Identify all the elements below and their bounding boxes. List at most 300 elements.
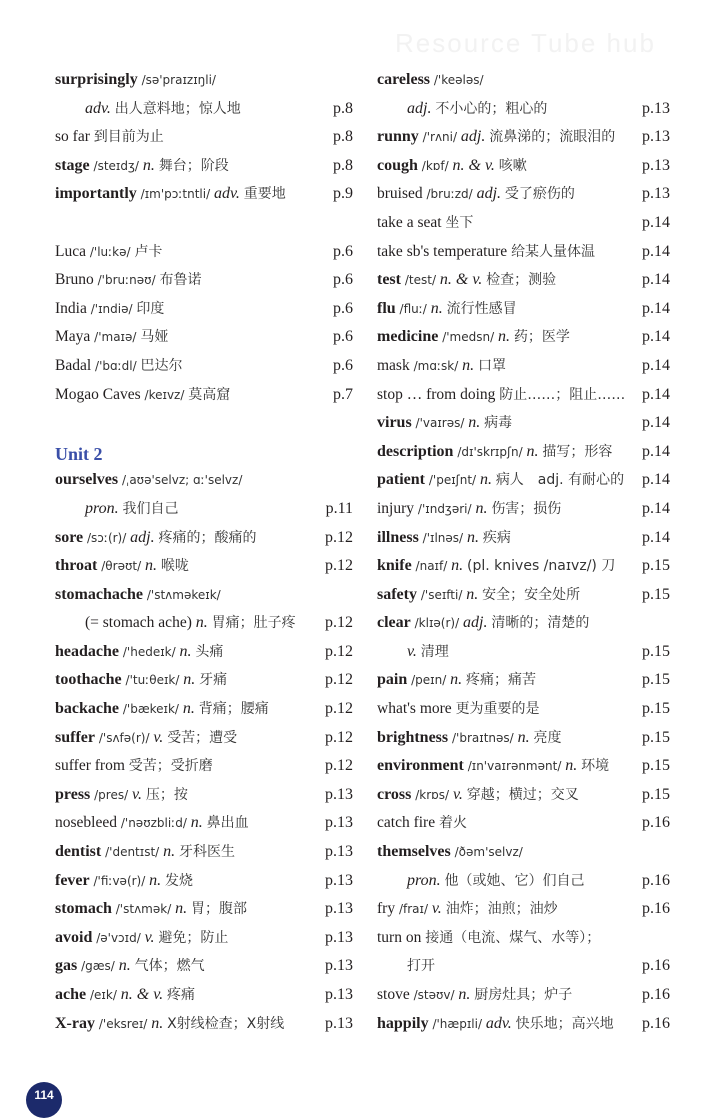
page-reference: p.15 [642, 671, 670, 689]
part-of-speech: n. [498, 328, 511, 346]
part-of-speech: v. [132, 785, 142, 803]
part-of-speech: n. [466, 528, 479, 546]
entry-text [377, 809, 467, 838]
vocab-entry [377, 867, 670, 896]
chinese-definition: 打开 [407, 958, 435, 975]
part-of-speech: n. [450, 671, 463, 689]
phonetic: /'bruːnəʊ/ [97, 273, 156, 288]
page-reference: p.16 [642, 900, 670, 918]
page-reference: p.13 [325, 986, 353, 1003]
page-reference: p.13 [325, 843, 353, 861]
phonetic: /'medsn/ [442, 330, 495, 345]
chinese-definition: 伤害；损伤 [491, 500, 562, 517]
chinese-definition: 舞台；阶段 [158, 157, 229, 174]
vocab-entry [55, 609, 353, 638]
chinese-definition: 我们自己 [122, 500, 179, 517]
phonetic: /'bɑːdl/ [95, 358, 137, 373]
phonetic: /klɪə(r)/ [414, 616, 460, 631]
vocab-entry [377, 152, 670, 181]
chinese-definition: 坐下 [445, 214, 474, 231]
headword: happily [377, 1014, 429, 1032]
page-reference: p.8 [333, 99, 353, 117]
phonetic: /ðəm'selvz/ [454, 845, 523, 860]
part-of-speech: adj. [476, 185, 502, 203]
entry-text [377, 495, 561, 524]
vocab-entry [377, 438, 670, 467]
left-column [55, 66, 353, 1038]
phonetic: /kɒf/ [421, 158, 449, 173]
entry-text [377, 295, 517, 324]
page-reference: p.13 [642, 185, 670, 203]
chinese-definition: 避免；防止 [158, 929, 229, 946]
headword: headache [55, 642, 119, 660]
entry-text [55, 1010, 284, 1039]
entry-text [377, 981, 572, 1010]
entry-text [377, 952, 435, 981]
vocab-entry [377, 638, 670, 667]
phonetic: /dɪ'skrɪpʃn/ [457, 444, 523, 459]
headword: knife [377, 557, 412, 575]
chinese-definition: 受苦；遭受 [167, 729, 238, 746]
entry-text [55, 295, 164, 324]
chinese-definition: 不小心的；粗心的 [435, 100, 548, 117]
entry-text [377, 209, 473, 238]
entry-text [377, 724, 561, 753]
headword: medicine [377, 328, 439, 346]
page-reference: p.14 [642, 414, 670, 432]
headword: surprisingly [55, 71, 138, 88]
vocab-entry [377, 895, 670, 924]
page-reference: p.8 [333, 128, 353, 146]
chinese-definition: 马娅 [140, 329, 169, 346]
vocab-entry [55, 752, 353, 781]
vocab-entry [377, 581, 670, 610]
phonetic: /'hedeɪk/ [122, 644, 176, 659]
headword: Bruno [55, 271, 94, 289]
phonetic: /test/ [404, 273, 436, 288]
chinese-definition: 莫高窟 [188, 386, 231, 403]
page-reference: p.9 [333, 185, 353, 203]
part-of-speech: v. [407, 642, 417, 660]
chinese-definition: 药；医学 [513, 329, 570, 346]
vocab-entry [55, 724, 353, 753]
chinese-definition: 巴达尔 [140, 357, 183, 374]
vocab-entry [377, 752, 670, 781]
phonetic: /pres/ [94, 787, 129, 802]
phonetic: /'fiːvə(r)/ [93, 873, 146, 888]
part-of-speech: n. [190, 814, 203, 832]
vocab-entry [55, 323, 353, 352]
vocab-entry [55, 638, 353, 667]
page-reference: p.7 [333, 385, 353, 403]
entry-text [55, 724, 237, 753]
page-reference: p.13 [325, 900, 353, 918]
page-reference: p.6 [333, 328, 353, 346]
headword: so far [55, 128, 90, 146]
phonetic: /'keələs/ [433, 73, 484, 87]
page-reference: p.13 [325, 928, 353, 946]
part-of-speech: n. [145, 557, 157, 575]
entry-text [55, 895, 247, 924]
chinese-definition: 环境 [581, 758, 610, 775]
chinese-definition: 他（或她、它）们自己 [444, 872, 585, 889]
entry-text [377, 238, 595, 267]
chinese-definition: 鼻出血 [206, 815, 249, 832]
headword: pain [377, 671, 408, 689]
headword: sore [55, 528, 84, 546]
headword: patient [377, 471, 425, 489]
phonetic: /ˌaʊə'selvz; ɑː'selvz/ [121, 473, 243, 488]
entry-text [377, 695, 540, 724]
right-column [377, 66, 670, 1038]
vocab-entry [55, 867, 353, 896]
page-reference: p.12 [325, 728, 353, 746]
headword: Maya [55, 328, 91, 346]
vocab-entry [377, 981, 670, 1010]
page-reference: p.14 [642, 328, 670, 346]
chinese-definition: 喉咙 [160, 558, 189, 575]
vocab-entry [377, 209, 670, 238]
page-reference: p.13 [642, 128, 670, 146]
entry-text [55, 524, 257, 553]
phonetic: /steɪdʒ/ [93, 158, 139, 173]
page-reference: p.11 [325, 499, 353, 517]
vocab-entry [55, 952, 353, 981]
entry-text [55, 238, 162, 267]
vocab-entry [55, 123, 353, 152]
vocab-entry [55, 809, 353, 838]
entry-text [377, 352, 506, 381]
headword: cross [377, 785, 412, 803]
part-of-speech: n. & v. [120, 986, 164, 1003]
headword: turn on [377, 928, 422, 946]
part-of-speech: adv. [214, 185, 240, 203]
chinese-definition: 头痛 [195, 643, 224, 660]
headword: X-ray [55, 1014, 95, 1032]
vocab-entry [55, 295, 353, 324]
headword: description [377, 442, 454, 460]
headword: suffer from [55, 757, 125, 775]
chinese-definition: 受了瘀伤的 [504, 186, 575, 203]
page-reference: p.6 [333, 271, 353, 289]
vocab-entry [55, 152, 353, 181]
chinese-definition: 发烧 [165, 872, 194, 889]
chinese-definition: 病人 adj. 有耐心的 [495, 472, 625, 489]
entry-text [55, 981, 195, 1010]
part-of-speech: pron. [407, 871, 441, 889]
part-of-speech: n. & v. [439, 271, 483, 289]
page-reference: p.15 [642, 585, 670, 603]
vocab-entry [377, 838, 670, 867]
page-reference: p.16 [642, 814, 670, 832]
page-reference: p.12 [325, 614, 353, 632]
chinese-definition: 到目前为止 [93, 129, 164, 146]
headword: dentist [55, 843, 102, 861]
page-reference: p.12 [325, 642, 353, 660]
entry-text [55, 352, 183, 381]
headword: ache [55, 986, 87, 1003]
chinese-definition: 油炸；油煎；油炒 [445, 901, 558, 918]
chinese-definition: 疼痛 [166, 987, 195, 1003]
chinese-definition: 压；按 [145, 786, 188, 803]
entry-text [55, 581, 221, 610]
phonetic: /ə'vɔɪd/ [96, 930, 141, 945]
page-reference: p.12 [325, 700, 353, 718]
headword: cough [377, 156, 418, 174]
headword: take sb's temperature [377, 242, 508, 260]
headword: stomach [55, 900, 112, 918]
part-of-speech: n. [118, 957, 131, 975]
chinese-definition: 病毒 [484, 415, 513, 432]
entry-text [377, 552, 615, 581]
chinese-definition: 咳嗽 [498, 157, 527, 174]
part-of-speech: v. [431, 900, 442, 918]
entry-text [55, 381, 230, 410]
headword: press [55, 785, 91, 803]
chinese-definition: 快乐地；高兴地 [515, 1015, 614, 1032]
page-reference: p.13 [325, 1014, 353, 1032]
page-reference: p.6 [333, 356, 353, 374]
chinese-definition: 出人意料地；惊人地 [114, 100, 241, 117]
entry-text [55, 809, 249, 838]
headword: suffer [55, 728, 95, 746]
part-of-speech: n. [175, 900, 188, 918]
headword: careless [377, 71, 431, 88]
vocab-entry [55, 781, 353, 810]
phonetic: /naɪf/ [415, 559, 448, 574]
entry-text [377, 609, 589, 638]
vocab-entry [377, 352, 670, 381]
entry-text [55, 123, 164, 152]
part-of-speech: n. [466, 585, 479, 603]
part-of-speech: n. [182, 700, 195, 718]
part-of-speech: v. [144, 928, 155, 946]
headword: toothache [55, 671, 122, 689]
vocab-entry [377, 238, 670, 267]
page-reference: p.14 [642, 442, 670, 460]
page-reference: p.14 [642, 528, 670, 546]
entry-text [377, 266, 556, 295]
phonetic: /'stʌmək/ [115, 902, 172, 917]
headword: bruised [377, 185, 423, 203]
chinese-definition: 卢卡 [134, 243, 163, 260]
entry-text [55, 609, 296, 638]
vocab-entry [377, 924, 670, 953]
vocab-entry [377, 95, 670, 124]
part-of-speech: n. [462, 356, 475, 374]
headword: stage [55, 156, 90, 174]
phonetic: /sə'praɪzɪŋli/ [141, 73, 216, 87]
phonetic: /ɪn'vaɪrənmənt/ [467, 759, 562, 774]
headword: India [55, 299, 87, 317]
entry-text [377, 895, 558, 924]
chinese-definition: 清理 [420, 643, 449, 660]
part-of-speech: n. [179, 642, 192, 660]
headword: stomachache [55, 585, 143, 603]
entry-text [55, 466, 242, 495]
spacer [55, 209, 353, 238]
part-of-speech: n. [475, 499, 488, 517]
entry-text [55, 152, 229, 181]
vocab-entry [55, 895, 353, 924]
phonetic: /bruːzd/ [426, 187, 473, 202]
page-reference: p.16 [642, 1014, 670, 1032]
vocab-entry [377, 409, 670, 438]
headword: (= stomach ache) [85, 614, 192, 632]
chinese-definition: 布鲁诺 [159, 272, 202, 289]
headword: backache [55, 700, 119, 718]
entry-text [55, 924, 228, 953]
vocab-entry [55, 238, 353, 267]
part-of-speech: n. [151, 1014, 164, 1032]
chinese-definition: 疼痛；痛苦 [466, 672, 537, 689]
page-reference: p.15 [642, 728, 670, 746]
entry-text [377, 152, 527, 181]
vocab-entry [377, 552, 670, 581]
phonetic: /'ɪndʒəri/ [417, 501, 472, 516]
page-reference: p.14 [642, 271, 670, 289]
part-of-speech: adv. [485, 1014, 512, 1032]
headword: fry [377, 900, 396, 918]
vocab-entry [55, 66, 353, 95]
part-of-speech: n. [195, 614, 208, 632]
part-of-speech: adj. [130, 528, 155, 546]
entry-text [377, 95, 547, 124]
phonetic: /fraɪ/ [398, 902, 429, 917]
phonetic: /θrəʊt/ [101, 559, 142, 574]
part-of-speech: adj. [463, 614, 488, 632]
vocab-entry [55, 1010, 353, 1039]
phonetic: /'ɪlnəs/ [422, 530, 464, 545]
page-reference: p.14 [642, 385, 670, 403]
page-reference: p.14 [642, 299, 670, 317]
part-of-speech: n. [163, 843, 176, 861]
entry-text [377, 524, 511, 553]
part-of-speech: n. [183, 671, 196, 689]
phonetic: /'nəʊzbliːd/ [120, 816, 187, 831]
part-of-speech: n. [451, 557, 464, 575]
phonetic: /'ɪndiə/ [90, 301, 133, 316]
headword: test [377, 271, 401, 289]
chinese-definition: 牙痛 [199, 672, 228, 689]
entry-text [377, 409, 512, 438]
part-of-speech: n. [565, 757, 578, 775]
entry-text [377, 867, 585, 896]
chinese-definition: 安全；安全处所 [482, 586, 581, 603]
vocab-entry [55, 924, 353, 953]
entry-text [55, 781, 188, 810]
headword: stop … from doing [377, 385, 496, 403]
page-reference: p.13 [642, 99, 670, 117]
phonetic: /'eksreɪ/ [98, 1016, 148, 1031]
page-reference: p.13 [642, 156, 670, 174]
vocab-entry [55, 838, 353, 867]
vocab-entry [377, 466, 670, 495]
phonetic: /'peɪʃnt/ [428, 473, 477, 488]
chinese-definition: X射线检查；X射线 [167, 1015, 285, 1032]
phonetic: /'sʌfə(r)/ [98, 730, 150, 745]
entry-text [55, 495, 179, 524]
part-of-speech: n. [430, 299, 443, 317]
vocab-entry [377, 809, 670, 838]
phonetic: /sɔː(r)/ [87, 530, 127, 545]
chinese-definition: 胃痛；肚子疼 [211, 615, 296, 632]
headword: safety [377, 585, 417, 603]
headword: virus [377, 414, 412, 432]
headword: runny [377, 128, 419, 146]
phonetic: /keɪvz/ [144, 387, 185, 402]
headword: importantly [55, 185, 137, 203]
chinese-definition: 防止……；阻止…… [499, 386, 626, 403]
phonetic: /peɪn/ [411, 673, 447, 688]
entry-text [377, 781, 579, 810]
vocab-entry [377, 952, 670, 981]
page-reference: p.15 [642, 700, 670, 718]
entry-text [55, 180, 286, 209]
entry-text [55, 552, 189, 581]
phonetic: /'rʌni/ [422, 130, 458, 145]
headword: ourselves [55, 471, 119, 489]
phonetic: /'maɪə/ [94, 330, 137, 345]
page-reference: p.13 [325, 871, 353, 889]
page-reference: p.13 [325, 814, 353, 832]
part-of-speech: adj. [407, 99, 432, 117]
phonetic: /'stʌməkeɪk/ [146, 587, 221, 602]
part-of-speech: n. [149, 871, 162, 889]
chinese-definition: 牙科医生 [178, 844, 235, 861]
entry-text [377, 638, 449, 667]
chinese-definition: 重要地 [243, 186, 286, 203]
entry-text [377, 323, 570, 352]
headword: Luca [55, 242, 86, 260]
chinese-definition: 描写；形容 [542, 443, 613, 460]
headword: themselves [377, 843, 451, 861]
vocab-entry [55, 524, 353, 553]
entry-text [377, 581, 580, 610]
chinese-definition: 流行性感冒 [446, 300, 517, 317]
chinese-definition: 穿越；横过；交叉 [466, 786, 579, 803]
page-reference: p.6 [333, 242, 353, 260]
chinese-definition: 着火 [438, 815, 467, 832]
entry-text [55, 838, 235, 867]
chinese-definition: 气体；燃气 [134, 958, 205, 975]
vocab-entry [377, 524, 670, 553]
phonetic: /'luːkə/ [89, 244, 131, 259]
part-of-speech: n. [142, 156, 155, 174]
vocab-entry [377, 666, 670, 695]
entry-text [377, 924, 600, 953]
headword: gas [55, 957, 78, 975]
entry-text [55, 695, 269, 724]
page-reference: p.8 [333, 156, 353, 174]
phonetic: /mɑːsk/ [413, 358, 459, 373]
vocab-entry [377, 1010, 670, 1039]
page-reference: p.14 [642, 471, 670, 489]
vocab-entry [55, 381, 353, 410]
chinese-definition: 清晰的；清楚的 [491, 615, 590, 632]
page-reference: p.13 [325, 785, 353, 803]
unit-heading: Unit 2 [55, 443, 103, 464]
headword: Mogao Caves [55, 385, 141, 403]
entry-text [377, 66, 484, 95]
entry-text [55, 867, 193, 896]
entry-text [55, 752, 213, 781]
vocab-entry [377, 381, 670, 410]
page-reference: p.12 [325, 757, 353, 775]
watermark: Resource Tube hub [395, 28, 656, 58]
vocab-entry [55, 695, 353, 724]
chinese-definition: 亮度 [533, 729, 562, 746]
